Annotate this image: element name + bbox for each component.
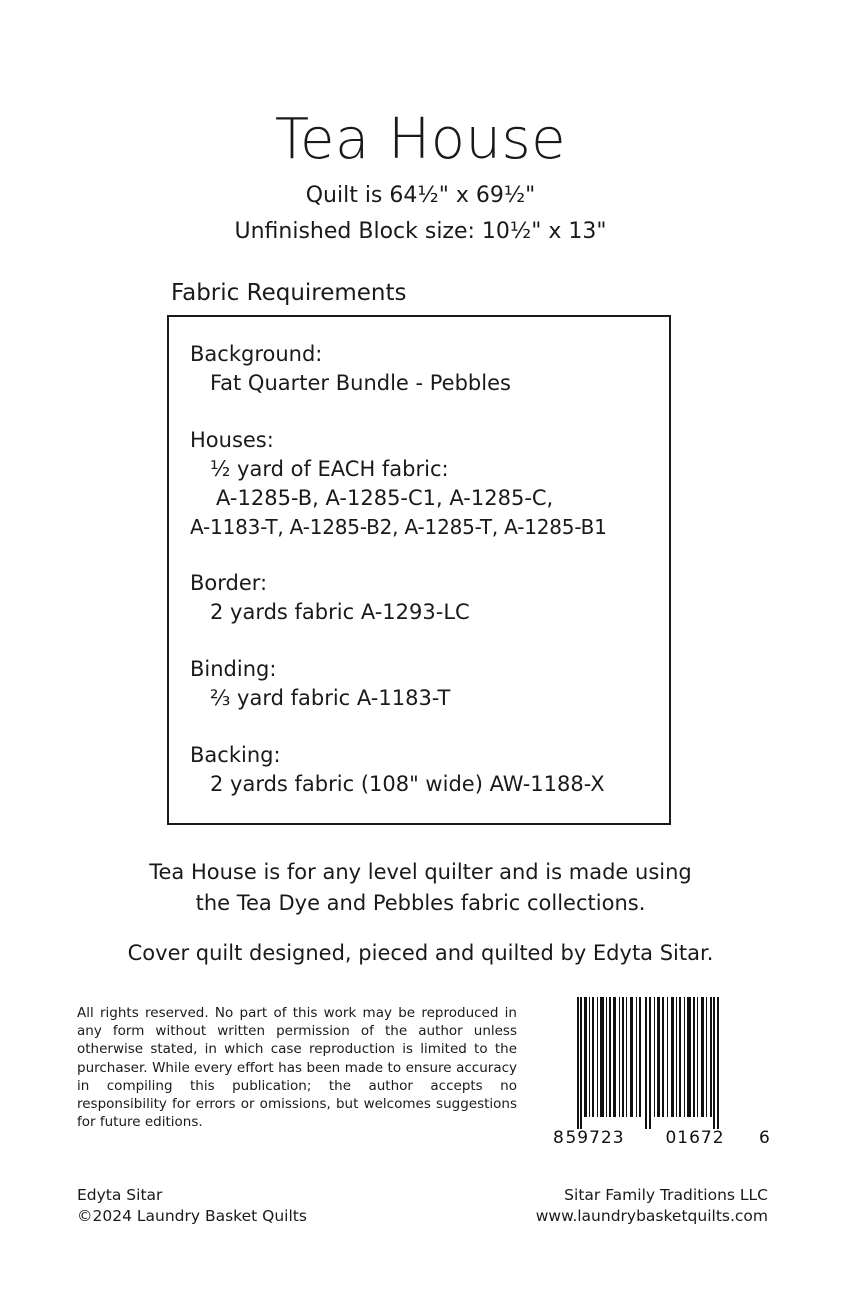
barcode-bar [626,997,627,1117]
barcode-bar [710,997,712,1117]
footer-left [77,1185,307,1227]
houses-label: Houses: [190,428,274,452]
author-name: Edyta Sitar [77,1186,163,1204]
barcode-bar [713,997,715,1129]
company-name: Sitar Family Traditions LLC [564,1186,768,1204]
barcode-bar [662,997,664,1117]
barcode-bar [671,997,674,1117]
barcode-bar [657,997,660,1117]
barcode-bar [693,997,695,1117]
copyright-notice: ©2024 Laundry Basket Quilts [77,1207,307,1225]
barcode-bar [606,997,607,1117]
barcode-bar [649,997,651,1129]
footer-right [536,1185,768,1227]
rights-notice: All rights reserved. No part of this work may be reproduced in any form without written permission of the author unless otherwise stated, in which case reproduction is limited to the purchaser. While every effort has been made to ensure accuracy in compiling this publication; the author accepts no responsibility for errors or omissions, but welcomes suggestions for future editions. [77,1005,517,1131]
barcode-bar [676,997,677,1117]
houses-detail-line-1: ½ yard of EACH fabric: [210,457,449,481]
barcode [553,997,769,1147]
barcode-graphic [553,997,769,1147]
barcode-bar [580,997,582,1129]
background-detail: Fat Quarter Bundle - Pebbles [210,371,511,395]
backing-detail: 2 yards fabric (108" wide) AW-1188-X [210,772,605,796]
barcode-bar [667,997,668,1117]
description-line-2: the Tea Dye and Pebbles fabric collections. [195,891,646,915]
background-label: Background: [190,342,323,366]
pattern-title: Tea House [274,107,567,172]
barcode-bar [609,997,611,1117]
houses-detail-line-2: A-1285-B, A-1285-C1, A-1285-C, [216,486,554,510]
quilt-size: Quilt is 64½" x 69½" [305,183,536,208]
barcode-bar [645,997,647,1129]
barcode-bar [706,997,707,1117]
barcode-bar [577,997,579,1129]
barcode-bar [697,997,698,1117]
barcode-lead-digit: 8 [553,1128,564,1147]
barcode-bar [687,997,691,1117]
barcode-bar [619,997,620,1117]
barcode-bar [654,997,655,1117]
description-line-1: Tea House is for any level quilter and is made using [149,860,692,884]
barcode-bar [630,997,633,1117]
barcode-bar [589,997,590,1117]
barcode-bar [592,997,594,1117]
barcode-left-digits: 59723 [565,1128,625,1147]
barcode-bar [679,997,681,1117]
barcode-right-digits: 01672 [665,1128,725,1147]
barcode-bar [636,997,637,1117]
barcode-bar [639,997,641,1117]
barcode-bar [584,997,587,1117]
barcode-bar [622,997,624,1117]
houses-detail-line-3: A-1183-T, A-1285-B2, A-1285-T, A-1285-B1 [190,515,607,539]
barcode-check-digit: 6 [759,1128,769,1147]
fabric-requirements-heading: Fabric Requirements [171,280,407,306]
binding-label: Binding: [190,657,277,681]
backing-label: Backing: [190,743,281,767]
barcode-bar [597,997,598,1117]
border-label: Border: [190,571,268,595]
website-link: www.laundrybasketquilts.com [535,1207,768,1225]
barcode-bar [701,997,704,1117]
barcode-bar [613,997,616,1117]
border-detail: 2 yards fabric A-1293-LC [210,600,470,624]
barcode-bar [600,997,604,1117]
designer-credit: Cover quilt designed, pieced and quilted by Edyta Sitar. [127,941,714,965]
block-size: Unfinished Block size: 10½" x 13" [234,219,607,244]
barcode-bar [717,997,719,1129]
binding-detail: ⅔ yard fabric A-1183-T [210,686,451,710]
barcode-bar [684,997,685,1117]
